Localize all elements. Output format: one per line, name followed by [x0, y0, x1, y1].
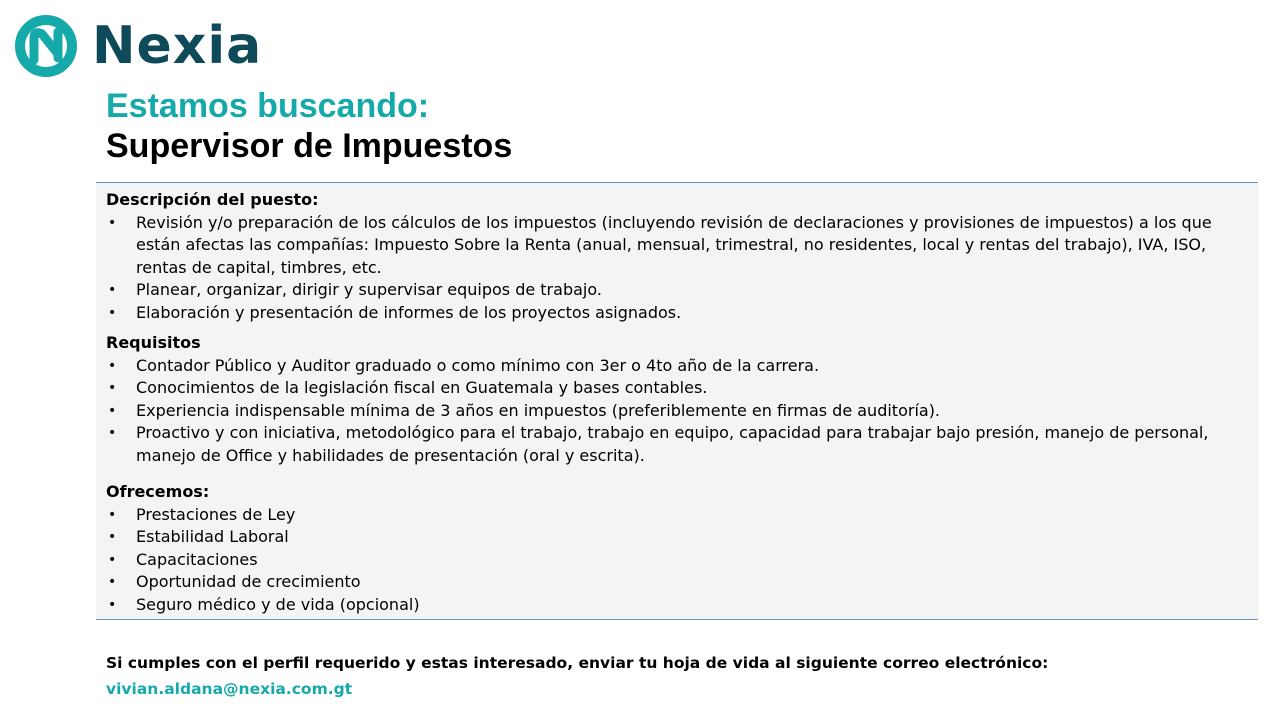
- headline: [106, 86, 512, 166]
- requisitos-list: [106, 355, 1248, 468]
- nexia-swirl-icon: [14, 14, 78, 78]
- list-item: • Estabilidad Laboral: [106, 526, 1248, 549]
- list-item: • Proactivo y con iniciativa, metodológico para el trabajo, trabajo en equipo, capacidad para trabajar bajo presión, manejo de personal, manejo de Office y habilidades de presentación (oral y escrita).: [106, 422, 1248, 467]
- descripcion-list: [106, 212, 1248, 325]
- list-item: • Seguro médico y de vida (opcional): [106, 594, 1248, 617]
- contact-email-link[interactable]: vivian.aldana@nexia.com.gt: [106, 680, 353, 698]
- list-item: • Experiencia indispensable mínima de 3 años en impuestos (preferiblemente en firmas de auditoría).: [106, 400, 1248, 423]
- section-title-descripcion: Descripción del puesto:: [106, 190, 319, 209]
- section-title-ofrecemos: Ofrecemos:: [106, 482, 210, 501]
- list-item: • Prestaciones de Ley: [106, 504, 1248, 527]
- list-item: • Revisión y/o preparación de los cálculos de los impuestos (incluyendo revisión de declaraciones y provisiones de impuestos) a los que están afectas las compañías: Impuesto Sobre la Renta (anual, mensual, trimestral, no residentes, local y rentas del trabajo), IVA, ISO, rentas de capital, timbres, etc.: [106, 212, 1248, 280]
- section-title-requisitos: Requisitos: [106, 333, 201, 352]
- headline-intro: Estamos buscando:: [106, 87, 430, 125]
- apply-message: Si cumples con el perfil requerido y estas interesado, enviar tu hoja de vida al siguiente correo electrónico:: [106, 654, 1049, 672]
- nexia-logo: [14, 14, 262, 78]
- list-item: • Planear, organizar, dirigir y supervisar equipos de trabajo.: [106, 279, 1248, 302]
- list-item: • Conocimientos de la legislación fiscal en Guatemala y bases contables.: [106, 377, 1248, 400]
- job-title: Supervisor de Impuestos: [106, 127, 513, 165]
- brand-name: Nexia: [92, 16, 263, 76]
- footer: [106, 650, 1048, 702]
- list-item: • Elaboración y presentación de informes de los proyectos asignados.: [106, 302, 1248, 325]
- list-item: • Oportunidad de crecimiento: [106, 571, 1248, 594]
- list-item: • Contador Público y Auditor graduado o como mínimo con 3er o 4to año de la carrera.: [106, 355, 1248, 378]
- job-details-panel: [96, 182, 1258, 620]
- list-item: • Capacitaciones: [106, 549, 1248, 572]
- ofrecemos-list: [106, 504, 1248, 617]
